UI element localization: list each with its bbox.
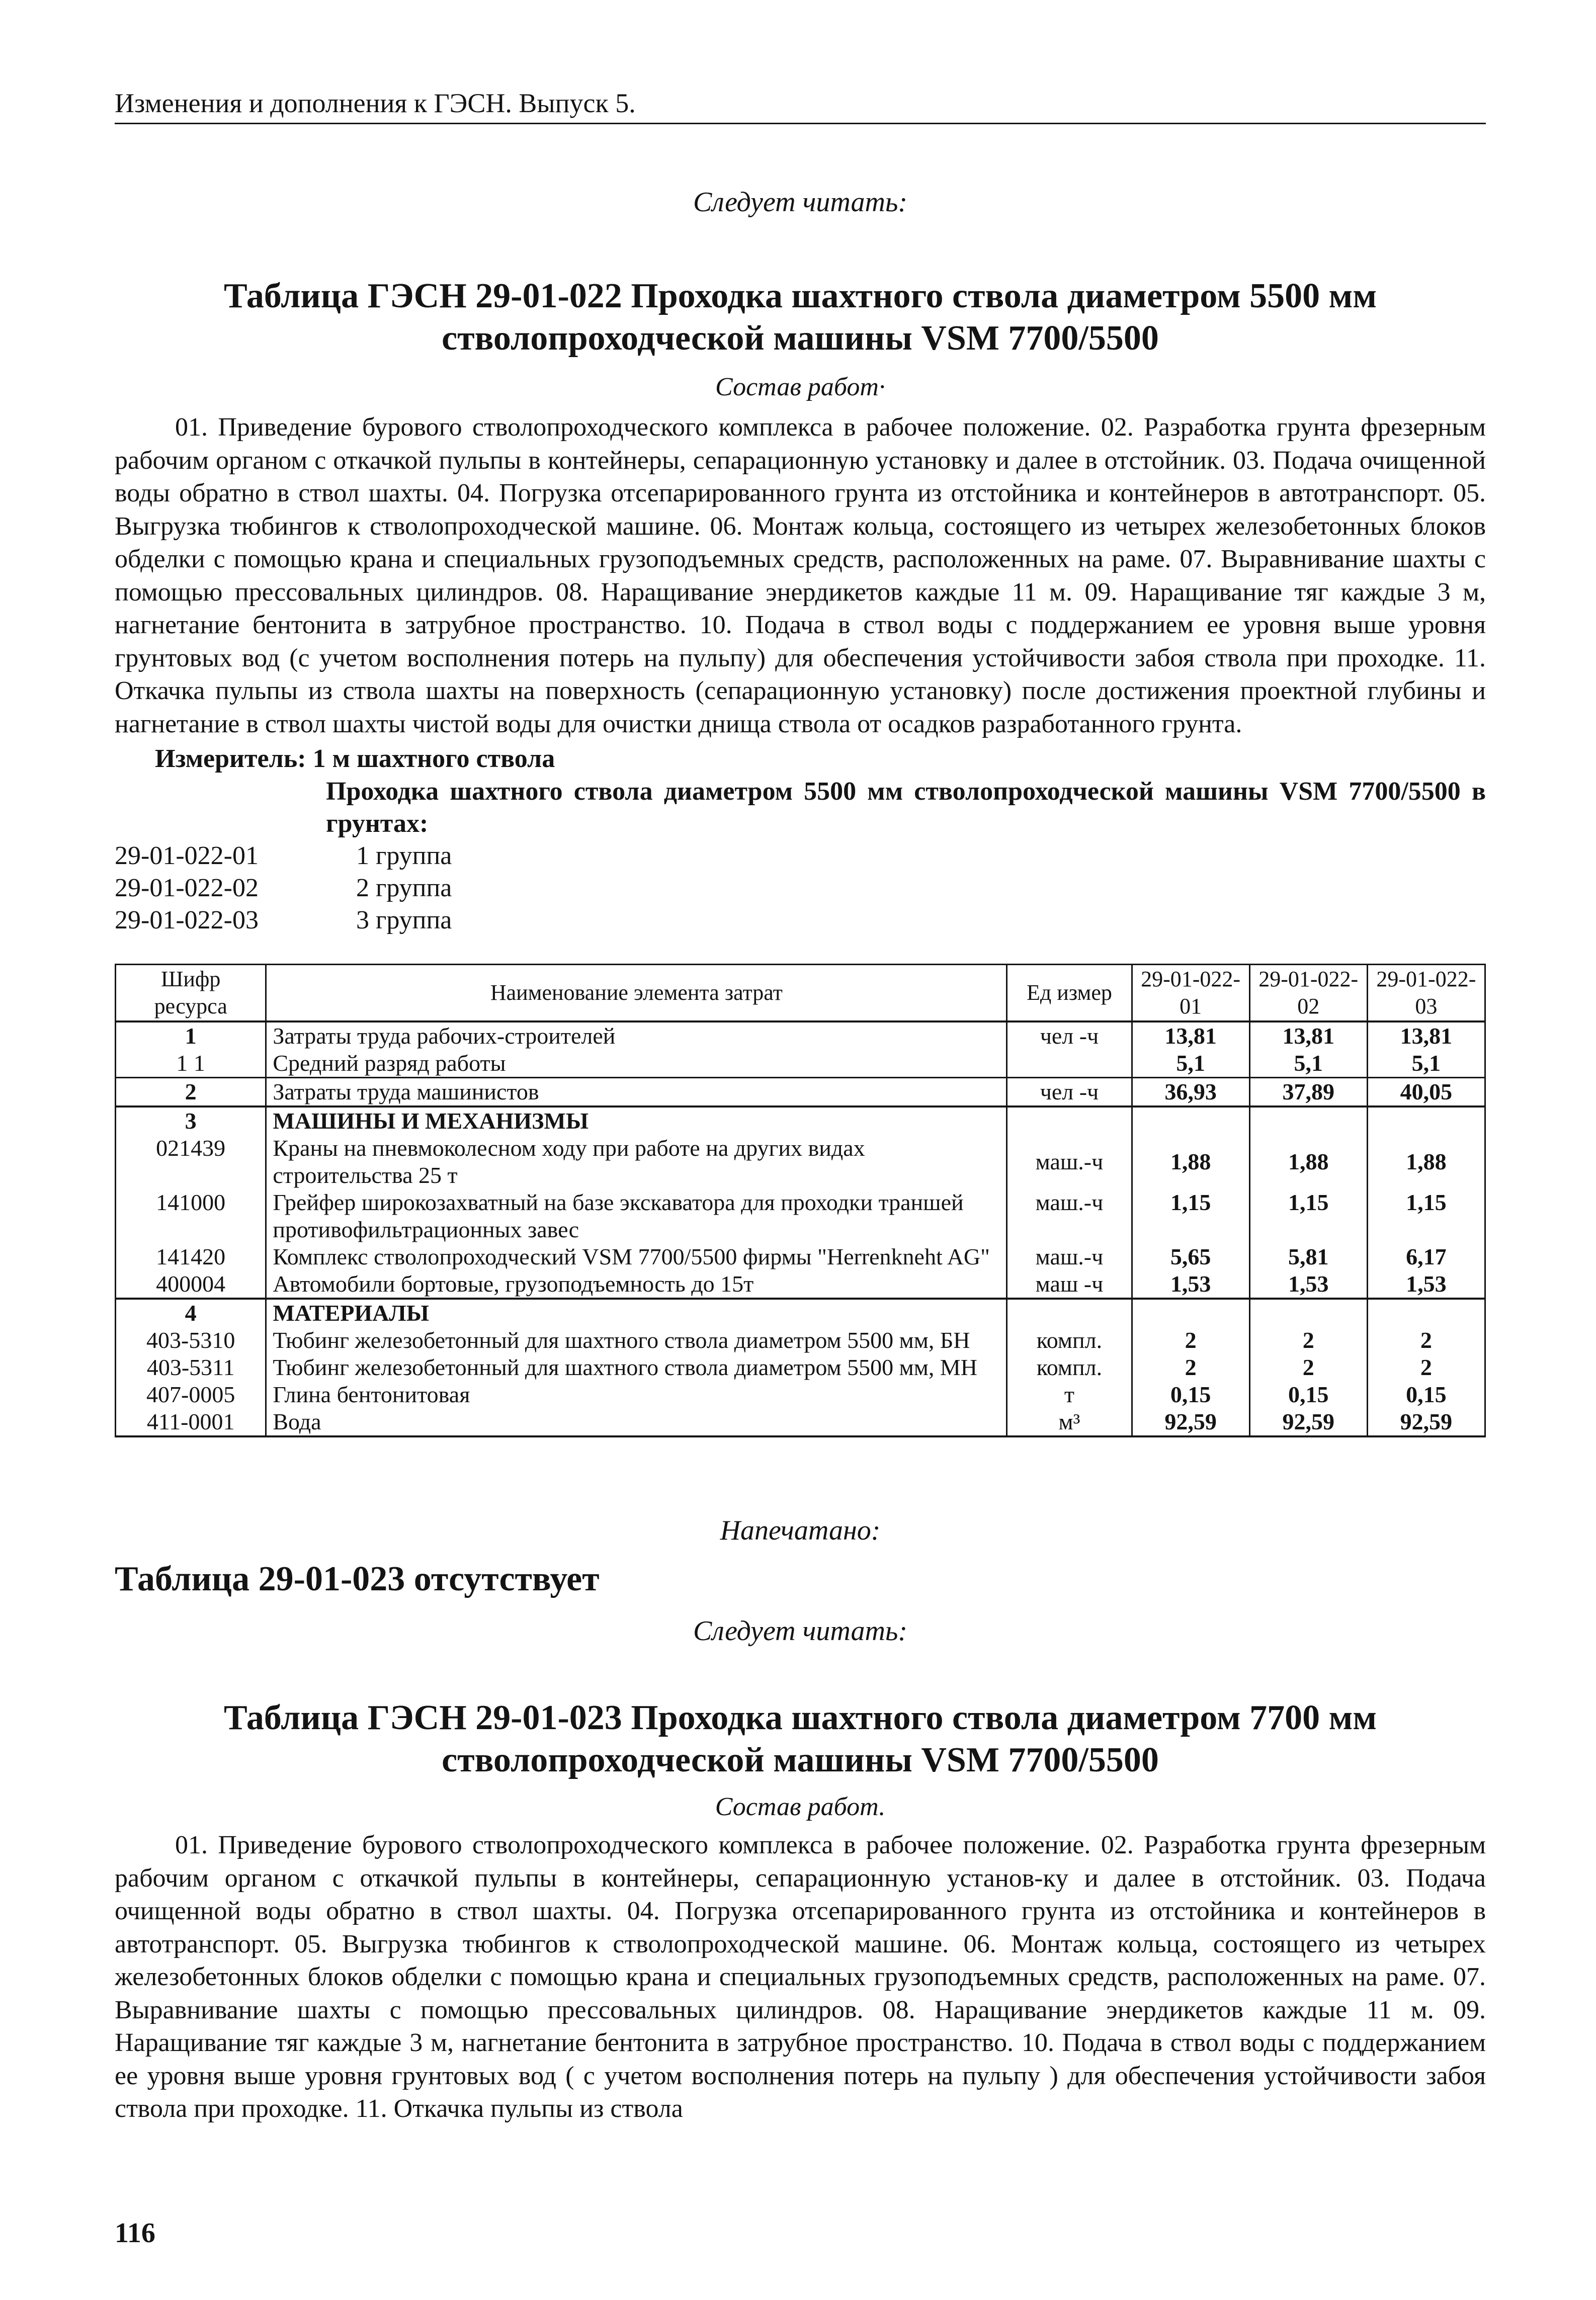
cell-name: Затраты труда рабочих-строителей [266, 1021, 1007, 1050]
table-row [116, 1189, 1485, 1243]
cell-code: 1 [116, 1021, 266, 1050]
table-row [116, 1381, 1485, 1408]
cell-value: 5,81 [1249, 1243, 1367, 1270]
table-title-023: Таблица ГЭСН 29-01-023 Проходка шахтного ствола диаметром 7700 мм стволопроходческой машины VSM 7700/5500 [223, 1698, 1377, 1779]
cell-value: 1,88 [1249, 1135, 1367, 1189]
table-row [116, 1408, 1485, 1436]
meter-description [115, 776, 1486, 840]
cell-value: 2 [1132, 1354, 1249, 1381]
cell-value: 2 [1367, 1327, 1485, 1354]
cell-value: 5,1 [1249, 1050, 1367, 1078]
norm-item-code: 29-01-022-03 [115, 906, 259, 934]
header-col1: 29-01-022-01 [1132, 965, 1249, 1022]
cell-unit: маш.-ч [1007, 1135, 1132, 1189]
cell-code: 021439 [116, 1135, 266, 1189]
cell-value: 37,89 [1249, 1078, 1367, 1107]
norm-item-label: 1 группа [356, 841, 452, 870]
cell-name: Глина бентонитовая [266, 1381, 1007, 1408]
table-title-022: Таблица ГЭСН 29-01-022 Проходка шахтного ствола диаметром 5500 мм стволопроходческой машины VSM 7700/5500 [223, 277, 1377, 358]
read-as-label-2: Следует читать: [693, 1615, 908, 1647]
table-row [116, 1243, 1485, 1270]
cell-unit: маш -ч [1007, 1270, 1132, 1299]
cell-name: Автомобили бортовые, грузоподъемность до 15т [266, 1270, 1007, 1299]
norm-item [115, 904, 1486, 936]
norm-item [115, 872, 1486, 904]
cell-code: 2 [116, 1078, 266, 1107]
cell-value: 0,15 [1249, 1381, 1367, 1408]
cell-value: 1,15 [1132, 1189, 1249, 1243]
cell-code: 400004 [116, 1270, 266, 1299]
cell-unit: т [1007, 1381, 1132, 1408]
cell-unit: чел -ч [1007, 1078, 1132, 1107]
printed-label: Напечатано: [720, 1515, 881, 1546]
header-col3: 29-01-022-03 [1367, 965, 1485, 1022]
cell-value: 1,53 [1132, 1270, 1249, 1299]
table-row [116, 1354, 1485, 1381]
cell-unit [1007, 1050, 1132, 1078]
group-machines [116, 1106, 1485, 1299]
cell-value: 0,15 [1132, 1381, 1249, 1408]
cell-value: 1,15 [1367, 1189, 1485, 1243]
group-materials [116, 1299, 1485, 1436]
cell-code: 407-0005 [116, 1381, 266, 1408]
norm-item [115, 840, 1486, 872]
cell-value: 2 [1367, 1354, 1485, 1381]
cell-unit: чел -ч [1007, 1021, 1132, 1050]
header-col2: 29-01-022-02 [1249, 965, 1367, 1022]
table-header-row [116, 965, 1485, 1022]
composition-text-2: 01. Приведение бурового стволопроходческого комплекса в рабочее положение. 02. Разработка грунта фрезерным рабочим органом с откачкой пульпы в контейнеры, сепарационную установ-ку и далее в отстойник. 03. Подача очищенной воды обратно в ствол шахты. 04. Погрузка отсепарированного грунта из отстойника и контейнеров в автотранспорт. 05. Выгрузка тюбингов к стволопроходческой машине. 06. Монтаж кольца, состоящего из четырех железобетонных блоков обделки с помощью крана и специальных грузоподъемных средств, расположенных на раме. 07. Выравнивание шахты с помощью прессовальных цилиндров. 08. Наращивание энердикетов каждые 11 м. 09. Наращивание тяг каждые 3 м, нагнетание бентонита в затрубное пространство. 10. Подача в ствол воды с поддержанием ее уровня выше уровня грунтовых вод ( с учетом восполнения потерь на пульпу ) для обеспечения устойчивости забоя ствола при проходке. 11. Откачка пульпы из ствола [115, 1831, 1486, 2123]
table-row [116, 1050, 1485, 1078]
section-row [116, 1299, 1485, 1327]
cell-value: 13,81 [1132, 1021, 1249, 1050]
cell-code: 1 1 [116, 1050, 266, 1078]
cell-value: 5,1 [1132, 1050, 1249, 1078]
cell-value: 1,53 [1367, 1270, 1485, 1299]
cell-code: 141000 [116, 1189, 266, 1243]
document-page [115, 86, 1486, 2125]
header-name: Наименование элемента затрат [266, 965, 1007, 1022]
read-as-label: Следует читать: [693, 187, 908, 218]
cell-value: 92,59 [1132, 1408, 1249, 1436]
cell-code: 3 [116, 1106, 266, 1135]
cell-value: 1,15 [1249, 1189, 1367, 1243]
cell-value: 2 [1249, 1354, 1367, 1381]
cell-value: 6,17 [1367, 1243, 1485, 1270]
cell-value: 2 [1132, 1327, 1249, 1354]
table-row [116, 1078, 1485, 1107]
resource-table [115, 964, 1486, 1437]
cell-name: Краны на пневмоколесном ходу при работе на других видах строительства 25 т [266, 1135, 1007, 1189]
norm-item-label: 3 группа [356, 906, 452, 934]
section-row [116, 1106, 1485, 1135]
cell-name: Средний разряд работы [266, 1050, 1007, 1078]
cell-code: 141420 [116, 1243, 266, 1270]
cell-name: Комплекс стволопроходческий VSM 7700/5500 фирмы "Herrenkneht AG" [266, 1243, 1007, 1270]
cell-name: Тюбинг железобетонный для шахтного ствола диаметром 5500 мм, БН [266, 1327, 1007, 1354]
meter-description-text: Проходка шахтного ствола диаметром 5500 мм стволопроходческой машины VSM 7700/5500 в грунтах: [326, 777, 1486, 838]
table-row [116, 1021, 1485, 1050]
cell-unit: маш.-ч [1007, 1243, 1132, 1270]
meter-line: Измеритель: 1 м шахтного ствола [155, 744, 555, 773]
header-unit: Ед измер [1007, 965, 1132, 1022]
page-number: 116 [115, 2218, 155, 2249]
cell-value: 5,1 [1367, 1050, 1485, 1078]
norm-item-label: 2 группа [356, 874, 452, 902]
norm-item-code: 29-01-022-01 [115, 841, 259, 870]
cell-name: Вода [266, 1408, 1007, 1436]
cell-value: 92,59 [1249, 1408, 1367, 1436]
composition-text: 01. Приведение бурового стволопроходческого комплекса в рабочее положение. 02. Разработка грунта фрезерным рабочим органом с откачкой пульпы в контейнеры, сепарационную установку и далее в отстойник. 03. Подача очищенной воды обратно в ствол шахты. 04. Погрузка отсепарированного грунта из отстойника и контейнеров в автотранспорт. 05. Выгрузка тюбингов к стволопроходческой машине. 06. Монтаж кольца, состоящего из четырех железобетонных блоков обделки с помощью крана и специальных грузоподъемных средств, расположенных на раме. 07. Выравнивание шахты с помощью прессовальных цилиндров. 08. Наращивание энердикетов каждые 11 м. 09. Наращивание тяг каждые 3 м, нагнетание бентонита в затрубное пространство. 10. Подача в ствол воды с поддержанием ее уровня выше уровня грунтовых вод (с учетом восполнения потерь на пульпу) для обеспечения устойчивости забоя ствола при проходке. 11. Откачка пульпы из ствола шахты на поверхность (сепарационную установку) после достижения проектной глубины и нагнетание в ствол шахты чистой воды для очистки днища ствола от осадков разработанного грунта. [115, 413, 1486, 738]
cell-code: 403-5310 [116, 1327, 266, 1354]
cell-name: Затраты труда машинистов [266, 1078, 1007, 1107]
cell-unit: компл. [1007, 1327, 1132, 1354]
cell-value: 5,65 [1132, 1243, 1249, 1270]
cell-value: 40,05 [1367, 1078, 1485, 1107]
cell-name: Грейфер широкозахватный на базе экскаватора для проходки траншей противофильтрационных завес [266, 1189, 1007, 1243]
cell-unit: м³ [1007, 1408, 1132, 1436]
cell-code: 4 [116, 1299, 266, 1327]
section-heading: МАШИНЫ И МЕХАНИЗМЫ [266, 1106, 1007, 1135]
group-labor [116, 1021, 1485, 1106]
section-heading: МАТЕРИАЛЫ [266, 1299, 1007, 1327]
cell-value: 13,81 [1249, 1021, 1367, 1050]
cell-value: 36,93 [1132, 1078, 1249, 1107]
absent-table-note: Таблица 29-01-023 отсутствует [115, 1560, 600, 1598]
cell-value: 0,15 [1367, 1381, 1485, 1408]
composition-label-2: Состав работ. [715, 1793, 886, 1821]
cell-unit: компл. [1007, 1354, 1132, 1381]
table-row [116, 1135, 1485, 1189]
header-code: Шифр ресурса [116, 965, 266, 1022]
cell-value: 2 [1249, 1327, 1367, 1354]
norm-item-code: 29-01-022-02 [115, 874, 259, 902]
cell-value: 92,59 [1367, 1408, 1485, 1436]
composition-label: Состав работ· [715, 373, 885, 401]
table-row [116, 1327, 1485, 1354]
table-row [116, 1270, 1485, 1299]
cell-value: 1,88 [1132, 1135, 1249, 1189]
cell-value: 1,88 [1367, 1135, 1485, 1189]
cell-code: 403-5311 [116, 1354, 266, 1381]
cell-unit: маш.-ч [1007, 1189, 1132, 1243]
running-header: Изменения и дополнения к ГЭСН. Выпуск 5. [115, 86, 1486, 124]
cell-code: 411-0001 [116, 1408, 266, 1436]
cell-value: 1,53 [1249, 1270, 1367, 1299]
cell-value: 13,81 [1367, 1021, 1485, 1050]
cell-name: Тюбинг железобетонный для шахтного ствола диаметром 5500 мм, МН [266, 1354, 1007, 1381]
